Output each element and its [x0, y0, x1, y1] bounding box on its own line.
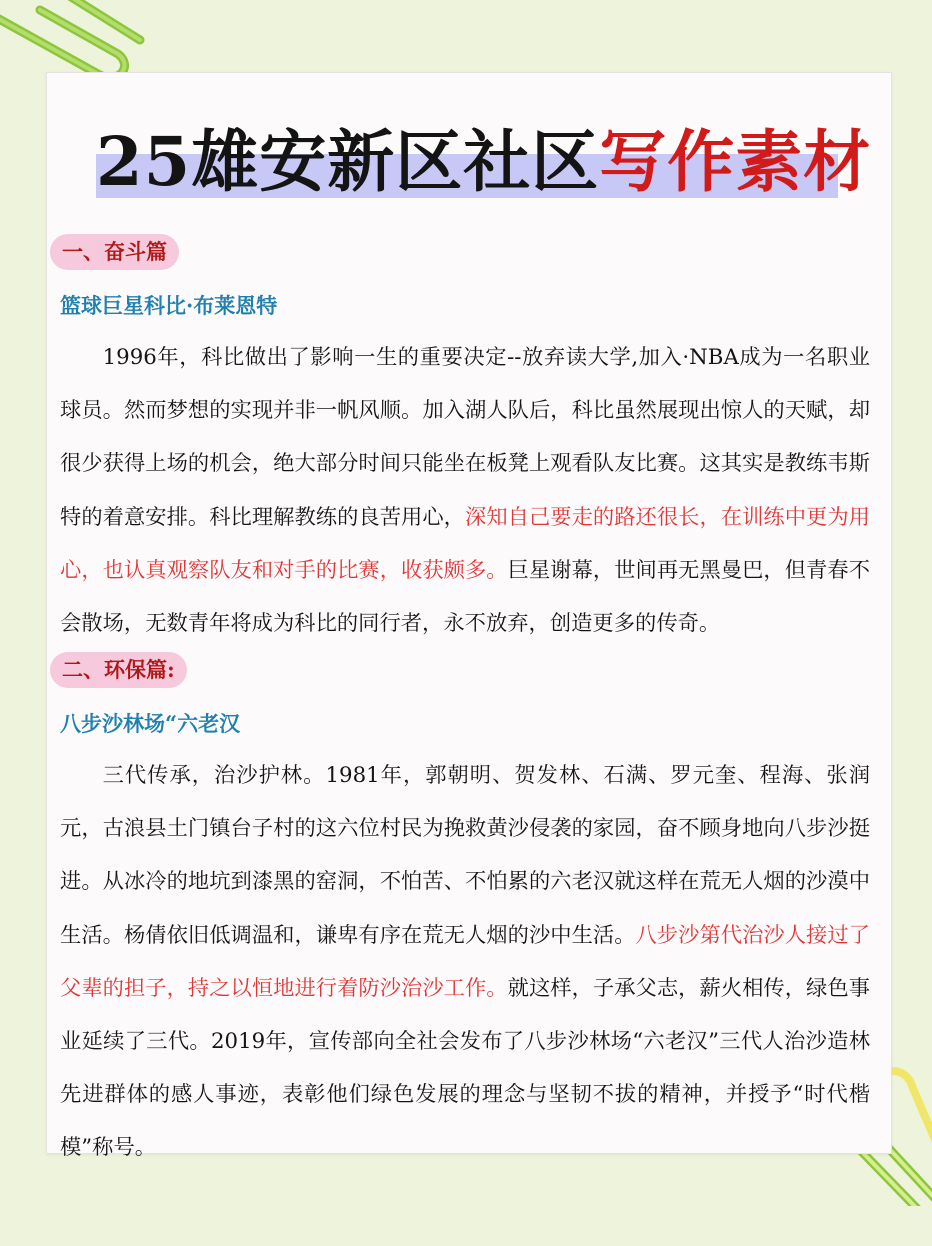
title-text — [96, 122, 872, 202]
paragraph-emphasis: 八步沙第代治沙人接过了父辈的担子，持之以恒地进行着防沙治沙工作。 — [60, 922, 870, 1001]
section-subtitle-kobe: 篮球巨星科比·布莱恩特 — [60, 293, 278, 318]
section-paragraph-kobe — [60, 331, 870, 650]
section-heading-environment: 二、环保篇: — [50, 652, 187, 688]
paragraph-text: 1996年，科比做出了影响一生的重要决定--放弃读大学,加入·NBA成为一名职业球员。然而梦想的实现并非一帆风顺。加入湖人队后，科比虽然展现出惊人的天赋，却很少获得上场的机会，绝大部分时间只能坐在板凳上观看队友比赛。这其实是教练韦斯特的着意安排。科比理解教练的良苦用心， — [60, 345, 870, 530]
section-heading-struggle: 一、奋斗篇 — [50, 234, 179, 270]
paragraph-text: 三代传承，治沙护林。1981年，郭朝明、贺发林、石满、罗元奎、程海、张润元，古浪县土门镇台子村的这六位村民为挽救黄沙侵袭的家园，奋不顾身地向八步沙挺进。从冰冷的地坑到漆黑的窑洞，不怕苦、不怕累的六老汉就这样在荒无人烟的沙漠中生活。杨倩依旧低调温和，谦卑有序在荒无人烟的沙中生活。 — [60, 763, 870, 948]
title-highlight: 写作素材 — [599, 122, 872, 201]
paragraph-emphasis: 深知自己要走的路还很长，在训练中更为用心，也认真观察队友和对手的比赛，收获颇多。 — [60, 504, 870, 583]
page-title — [96, 108, 872, 208]
section-paragraph-babusha — [60, 749, 870, 1175]
title-main: 25雄安新区社区 — [96, 122, 600, 201]
paragraph-text: 巨星谢幕，世间再无黑曼巴，但青春不会散场，无数青年将成为科比的同行者，永不放弃，创造更多的传奇。 — [60, 557, 870, 637]
paragraph-text: 就这样，子承父志，薪火相传，绿色事业延续了三代。2019年，宣传部向全社会发布了八步沙林场“六老汉”三代人治沙造林先进群体的感人事迹，表彰他们绿色发展的理念与坚韧不拔的精神，并授予“时代楷模”称号。 — [60, 975, 870, 1161]
section-subtitle-babusha: 八步沙林场“六老汉 — [60, 711, 241, 736]
